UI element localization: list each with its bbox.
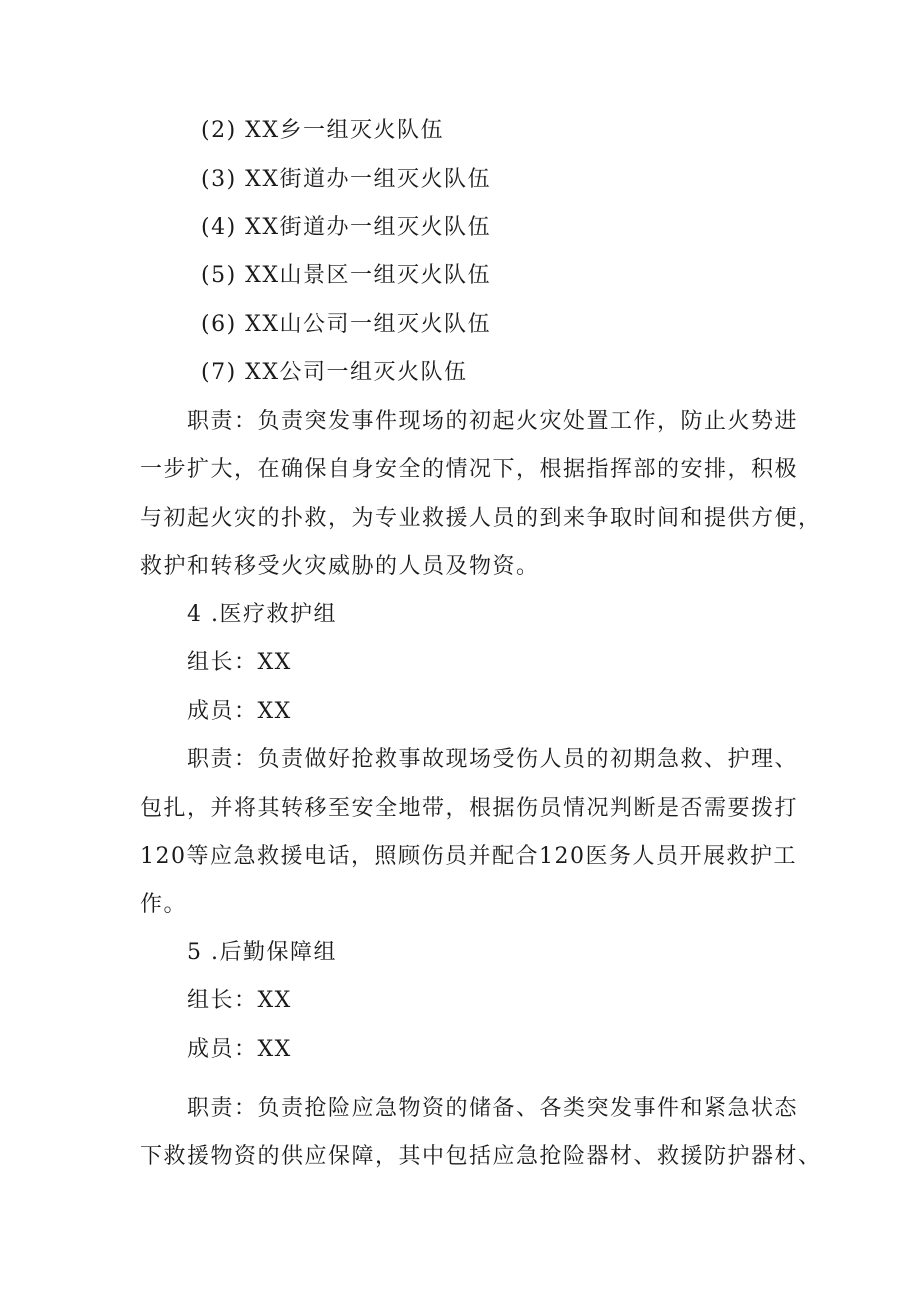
- team-item-4: (4) XX街道办一组灭火队伍: [201, 215, 491, 240]
- medical-members: 成员：XX: [187, 699, 292, 724]
- medical-leader: 组长：XX: [187, 650, 292, 675]
- team-item-7: (7) XX公司一组灭火队伍: [201, 360, 468, 385]
- logistics-heading: 5 .后勤保障组: [187, 940, 337, 965]
- fire-duty-line-4: 救护和转移受火灾威胁的人员及物资。: [140, 554, 540, 579]
- medical-duty-line-1: 职责：负责做好抢救事故现场受伤人员的初期急救、护理、: [187, 747, 799, 772]
- medical-duty-line-4: 作。: [140, 892, 188, 917]
- fire-duty-line-3: 与初起火灾的扑救，为专业救援人员的到来争取时间和提供方便，: [140, 506, 822, 531]
- medical-duty-line-3: 120等应急救援电话，照顾伤员并配合120医务人员开展救护工: [140, 844, 797, 869]
- logistics-leader: 组长：XX: [187, 988, 292, 1013]
- logistics-duty-line-1: 职责：负责抢险应急物资的储备、各类突发事件和紧急状态: [187, 1096, 799, 1121]
- team-item-2: (2) XX乡一组灭火队伍: [201, 118, 444, 143]
- fire-duty-line-1: 职责：负责突发事件现场的初起火灾处置工作，防止火势进: [187, 409, 799, 434]
- logistics-duty-line-2: 下救援物资的供应保障，其中包括应急抢险器材、救援防护器材、: [140, 1144, 822, 1169]
- team-item-5: (5) XX山景区一组灭火队伍: [201, 263, 491, 288]
- team-item-6: (6) XX山公司一组灭火队伍: [201, 312, 491, 337]
- logistics-members: 成员：XX: [187, 1037, 292, 1062]
- medical-duty-line-2: 包扎，并将其转移至安全地带，根据伤员情况判断是否需要拨打: [140, 796, 799, 821]
- medical-heading: 4 .医疗救护组: [187, 602, 337, 627]
- team-item-3: (3) XX街道办一组灭火队伍: [201, 167, 491, 192]
- fire-duty-line-2: 一步扩大，在确保自身安全的情况下，根据指挥部的安排，积极: [140, 457, 799, 482]
